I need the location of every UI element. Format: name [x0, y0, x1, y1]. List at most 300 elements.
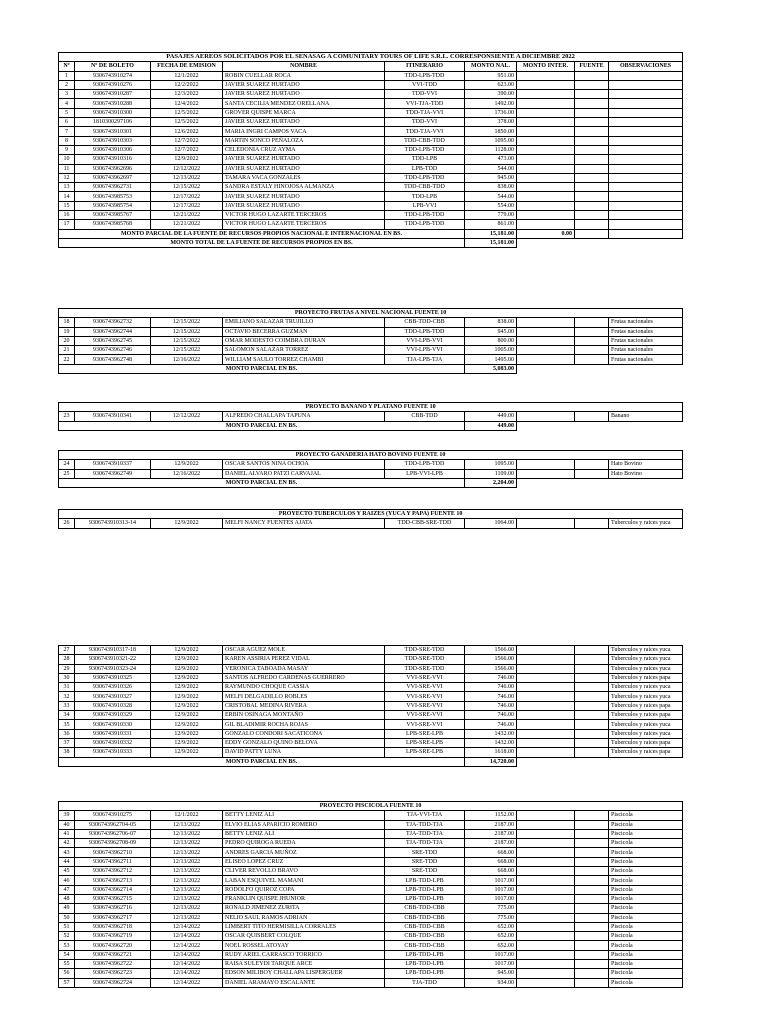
issue-date: 12/9/2022 [151, 711, 223, 720]
observaciones: Piscicola [609, 885, 683, 894]
amount-nal: 1432.00 [465, 729, 517, 738]
row-number: 16 [59, 211, 75, 220]
amount-inter [517, 673, 575, 682]
amount-nal: 1017.00 [465, 960, 517, 969]
observaciones: Tuberculos y raices yuca [609, 720, 683, 729]
ticket-number: 9306743910325 [75, 673, 151, 682]
section-table-piscicola [58, 801, 683, 988]
row-number: 29 [59, 664, 75, 673]
amount-inter [517, 211, 575, 220]
table-row [59, 220, 683, 229]
observaciones: Piscicola [609, 904, 683, 913]
amount-nal: 2187.00 [465, 820, 517, 829]
observaciones [609, 183, 683, 192]
passenger-name: VERONICA TABOADA MASAY [223, 664, 385, 673]
amount-inter [517, 136, 575, 145]
amount-inter [517, 848, 575, 857]
row-number: 32 [59, 692, 75, 701]
table-row [59, 327, 683, 336]
observaciones: Frutas nacionales [609, 327, 683, 336]
section-title-row [59, 802, 683, 811]
itinerary: TDD-LPB-TDD [385, 211, 465, 220]
ticket-number: 9306743962722 [75, 960, 151, 969]
itinerary: LPB-TDD-LPB [385, 876, 465, 885]
fuente [575, 460, 609, 469]
observaciones [609, 155, 683, 164]
issue-date: 12/17/2022 [151, 192, 223, 201]
amount-inter [517, 820, 575, 829]
fuente [575, 355, 609, 364]
observaciones: Piscicola [609, 867, 683, 876]
observaciones [609, 145, 683, 154]
itinerary: TDD-SRE-TDD [385, 646, 465, 655]
amount-inter [517, 885, 575, 894]
row-number: 22 [59, 355, 75, 364]
partial-label: MONTO PARCIAL EN BS. [59, 478, 465, 487]
issue-date: 12/14/2022 [151, 978, 223, 987]
amount-nal: 779.00 [465, 211, 517, 220]
itinerary: TDD-CBB-SRE-TDD [385, 519, 465, 528]
observaciones: Tuberculos y raices papa [609, 738, 683, 747]
passenger-name: RODOLFO QUIROZ COPA [223, 885, 385, 894]
amount-nal: 668.00 [465, 857, 517, 866]
ticket-number: 9306743910300 [75, 108, 151, 117]
issue-date: 12/9/2022 [151, 646, 223, 655]
issue-date: 12/9/2022 [151, 701, 223, 710]
passenger-name: ELVIO ELIAS APARICIO ROMERO [223, 820, 385, 829]
row-number: 9 [59, 145, 75, 154]
amount-nal: 1017.00 [465, 876, 517, 885]
row-number: 55 [59, 960, 75, 969]
passenger-name: EDSON MILIBOY CHALLAPA LISPERGUER [223, 969, 385, 978]
amount-inter [517, 164, 575, 173]
itinerary: CBB-TDD-CBB [385, 922, 465, 931]
ticket-number: 9306743910327 [75, 692, 151, 701]
observaciones [609, 71, 683, 80]
observaciones: Piscicola [609, 848, 683, 857]
observaciones: Tuberculos y raices yuca [609, 646, 683, 655]
amount-nal: 775.00 [465, 913, 517, 922]
itinerary: CBB-TDD-CBB [385, 904, 465, 913]
itinerary: LPB-SRE-LPB [385, 729, 465, 738]
observaciones: Piscicola [609, 811, 683, 820]
observaciones [609, 90, 683, 99]
section-title-row [59, 309, 683, 318]
row-number: 42 [59, 839, 75, 848]
row-number: 14 [59, 192, 75, 201]
table-row [59, 145, 683, 154]
amount-nal: 1736.00 [465, 108, 517, 117]
row-number: 30 [59, 673, 75, 682]
observaciones: Tuberculos y raices yuca [609, 683, 683, 692]
partial-value: 5,083.00 [465, 364, 517, 373]
fuente [575, 646, 609, 655]
ticket-number: 9306743910303 [75, 136, 151, 145]
table-row [59, 960, 683, 969]
ticket-number: 9306743962732 [75, 318, 151, 327]
issue-date: 12/3/2022 [151, 90, 223, 99]
page-title: PASAJES AEREOS SOLICITADOS POR EL SENASAG A COMUNITARY TOURS OF LIFE S.R.L. CORRESPONSIENTE A DICIEMBRE 2022 [59, 53, 683, 62]
amount-inter [517, 220, 575, 229]
ticket-number: 9306743962744 [75, 327, 151, 336]
fuente [575, 164, 609, 173]
amount-nal: 652.00 [465, 932, 517, 941]
amount-inter [517, 201, 575, 210]
issue-date: 12/15/2022 [151, 327, 223, 336]
amount-inter [517, 80, 575, 89]
itinerary: VVI-LPB-VVI [385, 336, 465, 345]
table-row [59, 90, 683, 99]
passenger-name: OSCAR AGUEZ MOLE [223, 646, 385, 655]
fuente [575, 173, 609, 182]
ticket-number: 9306743962721 [75, 950, 151, 959]
table-row [59, 922, 683, 931]
fuente [575, 211, 609, 220]
observaciones: Piscicola [609, 950, 683, 959]
itinerary: LPB-SRE-LPB [385, 738, 465, 747]
amount-nal: 554.00 [465, 201, 517, 210]
fuente [575, 711, 609, 720]
amount-inter [517, 145, 575, 154]
ticket-number: 9306743910306 [75, 145, 151, 154]
observaciones [609, 99, 683, 108]
section-title: PROYECTO TUBERCULOS Y RAIZES (YUCA Y PAPA) FUENTE 10 [59, 510, 683, 519]
total-value: 15,181.00 [465, 238, 517, 247]
table-row [59, 155, 683, 164]
passenger-name: MARTIN SONCO PEÑALOZA [223, 136, 385, 145]
amount-nal: 652.00 [465, 941, 517, 950]
row-number: 31 [59, 683, 75, 692]
issue-date: 12/4/2022 [151, 99, 223, 108]
amount-nal: 1495.00 [465, 355, 517, 364]
ticket-number: 9306743910287 [75, 90, 151, 99]
fuente [575, 183, 609, 192]
amount-nal: 378.00 [465, 118, 517, 127]
row-number: 40 [59, 820, 75, 829]
issue-date: 12/5/2022 [151, 118, 223, 127]
issue-date: 12/13/2022 [151, 839, 223, 848]
empty-cell [609, 229, 683, 238]
fuente [575, 664, 609, 673]
observaciones: Piscicola [609, 978, 683, 987]
issue-date: 12/14/2022 [151, 969, 223, 978]
table-row [59, 71, 683, 80]
ticket-number: 9306743910332 [75, 738, 151, 747]
amount-nal: 945.00 [465, 173, 517, 182]
header-row [59, 62, 683, 71]
observaciones [609, 164, 683, 173]
fuente [575, 192, 609, 201]
itinerary: LPB-SRE-LPB [385, 748, 465, 757]
ticket-number: 9306743962719 [75, 932, 151, 941]
partial-label: MONTO PARCIAL EN BS. [59, 757, 465, 766]
row-number: 7 [59, 127, 75, 136]
row-number: 56 [59, 969, 75, 978]
amount-inter [517, 811, 575, 820]
fuente [575, 867, 609, 876]
fuente [575, 108, 609, 117]
observaciones [609, 136, 683, 145]
table-row [59, 201, 683, 210]
amount-nal: 544.00 [465, 164, 517, 173]
row-number: 18 [59, 318, 75, 327]
ticket-number: 9306743985768 [75, 220, 151, 229]
passenger-name: CLIVER REVOLLO BRAVO [223, 867, 385, 876]
amount-nal: 1017.00 [465, 950, 517, 959]
fuente [575, 519, 609, 528]
itinerary: LPB-TDD-LPB [385, 950, 465, 959]
itinerary: TDD-LPB-TDD [385, 71, 465, 80]
itinerary: VVI-TJA-TDD [385, 99, 465, 108]
fuente [575, 469, 609, 478]
fuente [575, 913, 609, 922]
issue-date: 12/9/2022 [151, 683, 223, 692]
itinerary: CBB-TDD-CBB [385, 318, 465, 327]
passenger-name: PEDRO QUIROGA RUEDA [223, 839, 385, 848]
section-title: PROYECTO BANANO Y PLATANO FUENTE 10 [59, 403, 683, 412]
row-number: 20 [59, 336, 75, 345]
table-row [59, 711, 683, 720]
passenger-name: OCTAVIO BECERRA GUZMAN [223, 327, 385, 336]
col-header: MONTO NAL. [465, 62, 517, 71]
observaciones [609, 118, 683, 127]
amount-inter [517, 829, 575, 838]
table-row [59, 969, 683, 978]
passenger-name: KAREN ASSIRIA PEREZ VIDAL [223, 655, 385, 664]
issue-date: 12/13/2022 [151, 820, 223, 829]
itinerary: TDD-LPB-TDD [385, 460, 465, 469]
fuente [575, 327, 609, 336]
amount-inter [517, 950, 575, 959]
amount-inter [517, 867, 575, 876]
table-row [59, 99, 683, 108]
passenger-name: JAVIER SUAREZ HURTADO [223, 192, 385, 201]
table-row [59, 469, 683, 478]
amount-nal: 623.00 [465, 80, 517, 89]
fuente [575, 201, 609, 210]
ticket-number: 9306743962716 [75, 904, 151, 913]
table-row [59, 136, 683, 145]
observaciones [609, 211, 683, 220]
table-row [59, 876, 683, 885]
passenger-name: TAMARA VACA GONZALES [223, 173, 385, 182]
table-row [59, 655, 683, 664]
partial-label: MONTO PARCIAL DE LA FUENTE DE RECURSOS PROPIOS NACIONAL E INTERNACIONAL EN BS. [59, 229, 465, 238]
issue-date: 12/9/2022 [151, 729, 223, 738]
section-table-frutas [58, 308, 683, 374]
row-number: 57 [59, 978, 75, 987]
amount-nal: 838.00 [465, 183, 517, 192]
observaciones: Piscicola [609, 960, 683, 969]
row-number: 8 [59, 136, 75, 145]
table-row [59, 118, 683, 127]
table-row [59, 748, 683, 757]
fuente [575, 155, 609, 164]
passenger-name: OSCAR QUISBERT COLQUE [223, 932, 385, 941]
section-table-ganaderia [58, 450, 683, 488]
amount-inter [517, 99, 575, 108]
fuente [575, 145, 609, 154]
passenger-name: DAVID PATTY LUNA [223, 748, 385, 757]
amount-inter [517, 969, 575, 978]
ticket-number: 9306743962746 [75, 346, 151, 355]
partial-nal: 15,181.00 [465, 229, 517, 238]
col-header: NOMBRE [223, 62, 385, 71]
table-row [59, 848, 683, 857]
amount-nal: 1432.00 [465, 738, 517, 747]
itinerary: VVI-SRE-VVI [385, 692, 465, 701]
fuente [575, 80, 609, 89]
issue-date: 12/9/2022 [151, 738, 223, 747]
table-row [59, 978, 683, 987]
passenger-name: RAISA SULEYDI TARQUE ARCE [223, 960, 385, 969]
itinerary: LPB-VVI-LPB [385, 469, 465, 478]
amount-inter [517, 941, 575, 950]
col-header: Nº [59, 62, 75, 71]
amount-nal: 1618.00 [465, 748, 517, 757]
ticket-number: 9306743910331 [75, 729, 151, 738]
col-header: FUENTE [575, 62, 609, 71]
ticket-number: 9306743910329 [75, 711, 151, 720]
issue-date: 12/1/2022 [151, 811, 223, 820]
fuente [575, 701, 609, 710]
ticket-number: 9306743910288 [75, 99, 151, 108]
amount-nal: 1005.00 [465, 346, 517, 355]
amount-nal: 838.00 [465, 318, 517, 327]
amount-nal: 800.00 [465, 336, 517, 345]
amount-inter [517, 155, 575, 164]
row-number: 21 [59, 346, 75, 355]
observaciones: Piscicola [609, 932, 683, 941]
col-header: OBSERVACIONES [609, 62, 683, 71]
fuente [575, 720, 609, 729]
table-row [59, 673, 683, 682]
amount-inter [517, 729, 575, 738]
amount-inter [517, 978, 575, 987]
issue-date: 12/9/2022 [151, 720, 223, 729]
ticket-number: 9306743910321-22 [75, 655, 151, 664]
fuente [575, 729, 609, 738]
row-number: 44 [59, 857, 75, 866]
col-header: ITINERARIO [385, 62, 465, 71]
issue-date: 12/15/2022 [151, 183, 223, 192]
partial-inter: 0.00 [517, 229, 575, 238]
amount-inter [517, 720, 575, 729]
issue-date: 12/14/2022 [151, 922, 223, 931]
observaciones: Frutas nacionales [609, 318, 683, 327]
table-row [59, 346, 683, 355]
section-table-tuberculos [58, 509, 683, 529]
passenger-name: ERBIN OSINAGA MONTAÑO [223, 711, 385, 720]
issue-date: 12/13/2022 [151, 173, 223, 182]
observaciones [609, 220, 683, 229]
issue-date: 12/13/2022 [151, 867, 223, 876]
table-row [59, 108, 683, 117]
ticket-number: 9306743910337 [75, 460, 151, 469]
amount-inter [517, 108, 575, 117]
amount-nal: 1128.00 [465, 145, 517, 154]
itinerary: TDD-LPB-TDD [385, 327, 465, 336]
observaciones: Tuberculos y raices papa [609, 701, 683, 710]
itinerary: TJA-TDD-TJA [385, 820, 465, 829]
fuente [575, 941, 609, 950]
partial-row [59, 364, 683, 373]
table-row [59, 683, 683, 692]
fuente [575, 336, 609, 345]
amount-inter [517, 664, 575, 673]
passenger-name: LABAN ESQUIVEL MAMANI [223, 876, 385, 885]
section-title-row [59, 510, 683, 519]
amount-nal: 746.00 [465, 683, 517, 692]
table-row [59, 839, 683, 848]
partial-row [59, 757, 683, 766]
table-row [59, 885, 683, 894]
amount-nal: 390.00 [465, 90, 517, 99]
passenger-name: NELIO SAUL RAMOS ADRIAN [223, 913, 385, 922]
section-title-row [59, 403, 683, 412]
passenger-name: RAYMUNDO CHOQUE CASSIA [223, 683, 385, 692]
fuente [575, 829, 609, 838]
row-number: 2 [59, 80, 75, 89]
ticket-number: 9306743962723 [75, 969, 151, 978]
amount-nal: 934.00 [465, 978, 517, 987]
itinerary: CBB-TDD [385, 412, 465, 421]
issue-date: 12/9/2022 [151, 460, 223, 469]
itinerary: SRE-TDD [385, 848, 465, 857]
ticket-number: 9306743962717 [75, 913, 151, 922]
fuente [575, 876, 609, 885]
amount-nal: 775.00 [465, 904, 517, 913]
row-number: 17 [59, 220, 75, 229]
issue-date: 12/2/2022 [151, 80, 223, 89]
table-row [59, 127, 683, 136]
issue-date: 12/5/2022 [151, 108, 223, 117]
fuente [575, 748, 609, 757]
passenger-name: JAVIER SUAREZ HURTADO [223, 118, 385, 127]
partial-row [59, 478, 683, 487]
amount-inter [517, 318, 575, 327]
observaciones: Piscicola [609, 913, 683, 922]
fuente [575, 118, 609, 127]
ticket-number: 9306743985753 [75, 192, 151, 201]
issue-date: 12/12/2022 [151, 164, 223, 173]
amount-nal: 544.00 [465, 192, 517, 201]
issue-date: 12/7/2022 [151, 145, 223, 154]
ticket-number: 9306743985754 [75, 201, 151, 210]
amount-inter [517, 738, 575, 747]
amount-nal: 1017.00 [465, 885, 517, 894]
table-row [59, 355, 683, 364]
observaciones [609, 201, 683, 210]
ticket-number: 9306743910333 [75, 748, 151, 757]
fuente [575, 99, 609, 108]
itinerary: TJA-VVI-TJA [385, 811, 465, 820]
itinerary: TDD-TJA-VVI [385, 127, 465, 136]
observaciones: Piscicola [609, 894, 683, 903]
amount-nal: 951.00 [465, 71, 517, 80]
fuente [575, 848, 609, 857]
table-row [59, 192, 683, 201]
amount-nal: 668.00 [465, 867, 517, 876]
table-row [59, 460, 683, 469]
row-number: 33 [59, 701, 75, 710]
itinerary: VVI-SRE-VVI [385, 720, 465, 729]
amount-inter [517, 960, 575, 969]
passenger-name: JAVIER SUAREZ HURTADO [223, 155, 385, 164]
table-row [59, 664, 683, 673]
empty-cell [575, 229, 609, 238]
amount-nal: 1017.00 [465, 894, 517, 903]
